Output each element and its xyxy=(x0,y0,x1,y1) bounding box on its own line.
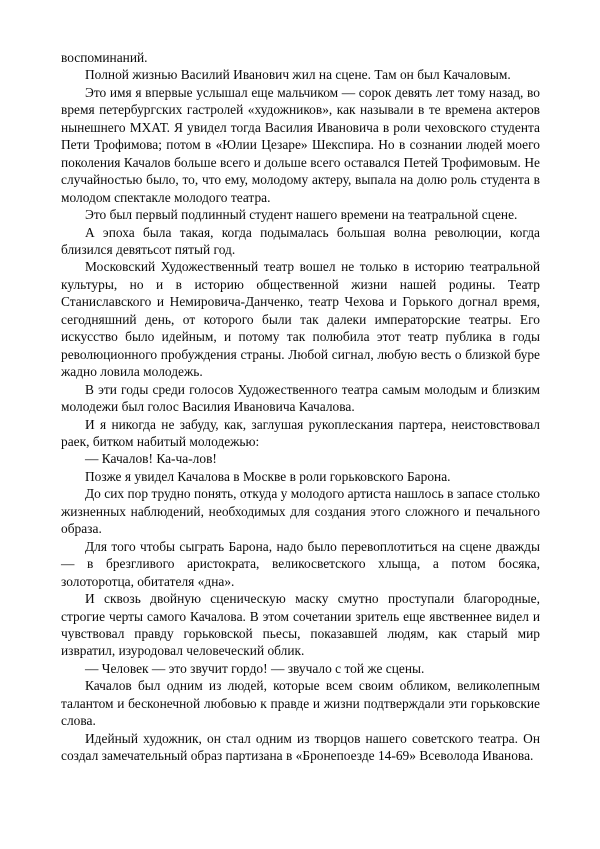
paragraph: Позже я увидел Качалова в Москве в роли горьковского Барона. xyxy=(85,468,451,484)
paragraph: — Качалов! Ка-ча-лов! xyxy=(85,451,217,467)
paragraph: И сквозь двойную сценическую маску смутно проступали благородные, строгие черты самого Качалова. В этом сочетании зритель еще явственнее видел и чувствовал правду горьковской пьесы, показавшей людям, как старый мир извратил, изуродовал человеческий облик. xyxy=(61,591,540,659)
paragraph: Московский Художественный театр вошел не только в историю театральной культуры, но и в историю общественной жизни нашей родины. Театр Станиславского и Немировича-Данченко, театр Чехова и Горького догнал время, сегодняшний день, от которого были так далеки императорские театры. Его искусство было идейным, и потому так полюбила этот театр публика в годы революционного пробуждения страны. Любой сигнал, любую весть о близкой буре жадно ловила молодежь. xyxy=(61,259,540,380)
body-text-column xyxy=(61,49,540,765)
paragraph: Для того чтобы сыграть Барона, надо было перевоплотиться на сцене дважды — в брезгливого аристократа, великосветского хлыща, а потом босяка, золоторотца, обитателя «дна». xyxy=(61,538,540,589)
paragraph: До сих пор трудно понять, откуда у молодого артиста нашлось в запасе столько жизненных наблюдений, необходимых для создания этого сложного и печального образа. xyxy=(61,486,540,537)
paragraph: И я никогда не забуду, как, заглушая рукоплескания партера, неистовствовал раек, битком набитый молодежью: xyxy=(61,416,540,449)
paragraph: Качалов был одним из людей, которые всем своим обликом, великолепным талантом и бесконечной любовью к правде и жизни подтверждали эти горьковские слова. xyxy=(61,678,540,729)
paragraph: А эпоха была такая, когда подымалась большая волна революции, когда близился девятьсот пятый год. xyxy=(61,224,540,257)
paragraph: — Человек — это звучит гордо! — звучало с той же сцены. xyxy=(85,660,425,676)
paragraph: воспоминаний. xyxy=(61,50,148,65)
paragraph: Это был первый подлинный студент нашего времени на театральной сцене. xyxy=(85,207,518,223)
paragraph: В эти годы среди голосов Художественного театра самым молодым и близким молодежи был голос Василия Ивановича Качалова. xyxy=(61,381,540,415)
paragraph: Это имя я впервые услышал еще мальчиком — сорок девять лет тому назад, во время петербургских гастролей «художников», как называли в те времена актеров нынешнего МХАТ. Я увидел тогда Василия Ивановича в роли чеховского студента Пети Трофимова; потом в «Юлии Цезаре» Шекспира. Но в сознании людей моего поколения Качалов больше всего и дольше всего оставался Петей Трофимовым. Не случайностью было, то, что ему, молодому актеру, выпала на долю роль студента в молодом спектакле молодого театра. xyxy=(61,84,540,205)
paragraph: Полной жизнью Василий Иванович жил на сцене. Там он был Качаловым. xyxy=(85,67,511,83)
paragraph: Идейный художник, он стал одним из творцов нашего советского театра. Он создал замечательный образ партизана в «Бронепоезде 14-69» Всеволода Иванова. xyxy=(61,730,540,764)
